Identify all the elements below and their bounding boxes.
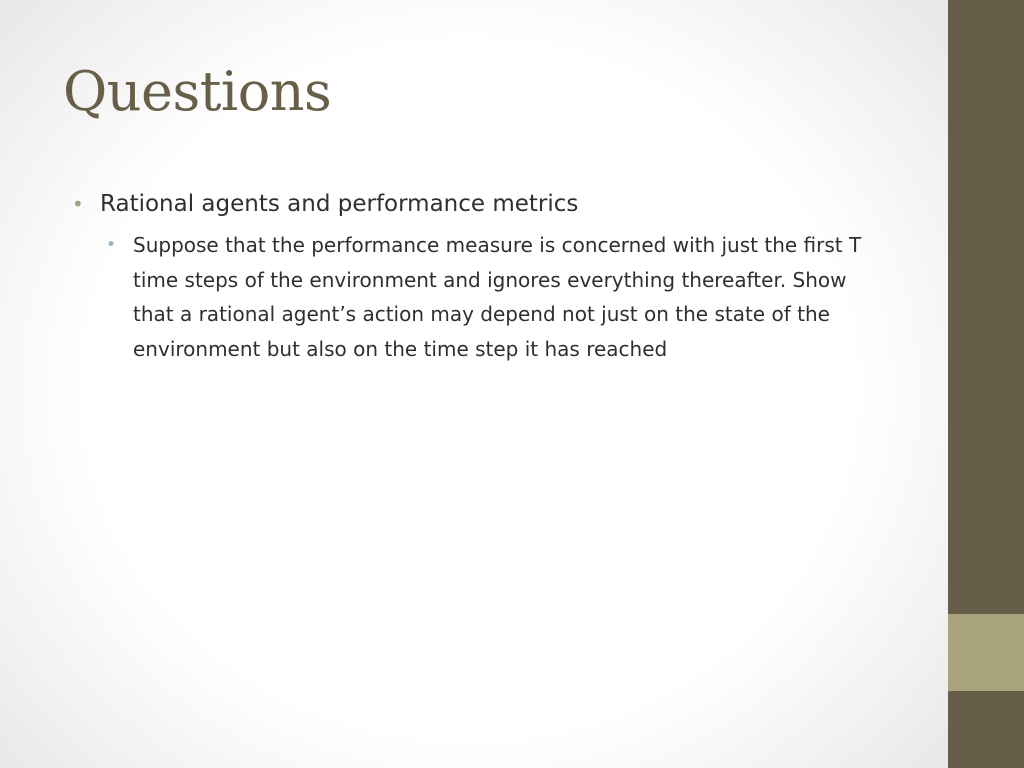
bullet-dot-icon: • (72, 192, 84, 216)
slide-title: Questions (63, 60, 332, 123)
sub-bullet-dot-icon: • (106, 235, 117, 255)
slide-content (72, 186, 892, 366)
sub-bullet-text: Suppose that the performance measure is concerned with just the first T time steps of the environment and ignores everything thereafter. Show that a rational agent’s action may depend not just on the state of the environment but also on the time step it has reached (133, 233, 862, 361)
sub-bullet-item (106, 228, 878, 366)
bullet-item (72, 186, 892, 222)
decorative-side-bar-accent (948, 614, 1024, 691)
bullet-text: Rational agents and performance metrics (100, 191, 579, 217)
